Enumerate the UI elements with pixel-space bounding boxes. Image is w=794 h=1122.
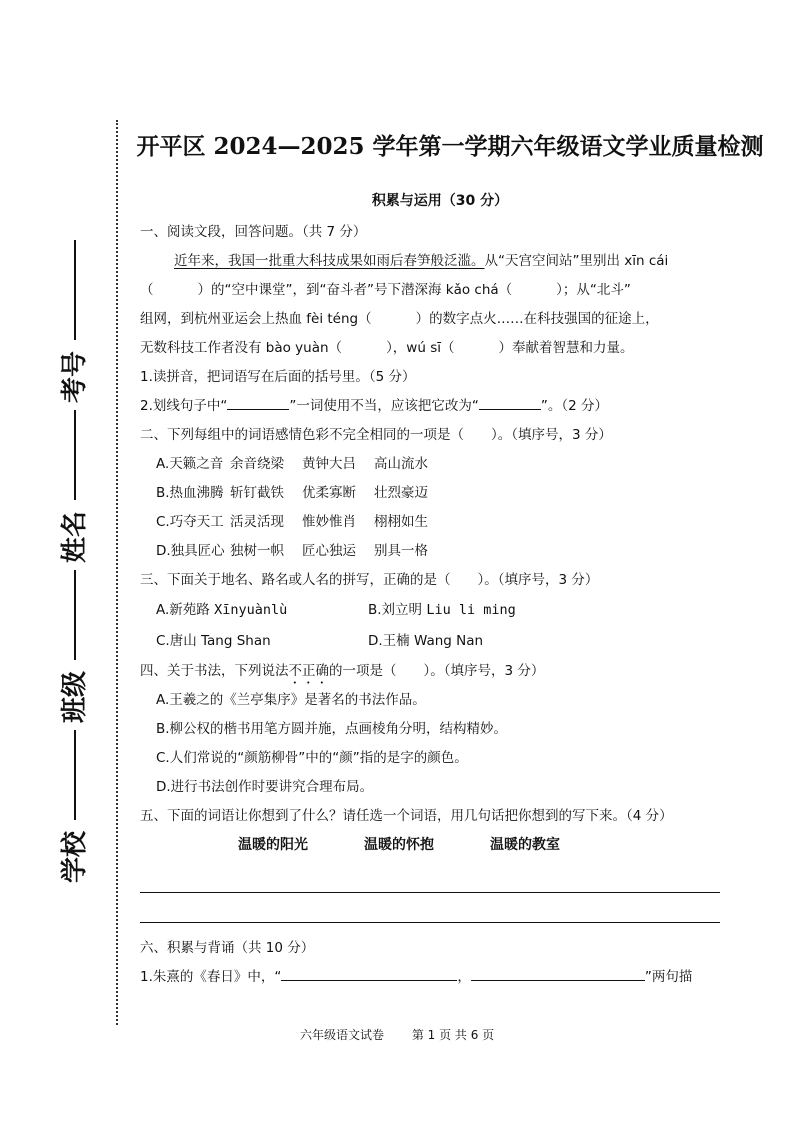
q5-word-list xyxy=(238,831,738,860)
option-word: 余音绕梁 xyxy=(230,456,284,472)
option-word: 独树一帜 xyxy=(230,543,284,559)
q6-comma: ， xyxy=(457,969,471,985)
school-field xyxy=(55,730,95,884)
q3-option-b xyxy=(368,595,516,626)
poem-blank-1[interactable] xyxy=(281,966,457,981)
poem-blank-2[interactable] xyxy=(471,966,645,981)
option-word: 别具一格 xyxy=(374,543,428,559)
q1-line-3-end: ）的数字点火……在科技强国的征途上， xyxy=(415,311,659,327)
q1-heading: 一、阅读文段，回答问题。（共 7 分） xyxy=(140,224,367,240)
q5-heading: 五、下面的词语让你想到了什么？请任选一个词语，用几句话把你想到的写下来。（4 分） xyxy=(140,808,673,824)
option-word: C.巧夺天工 xyxy=(156,514,224,530)
q1-paren-open: （ xyxy=(140,282,154,298)
option-pinyin: Liu li ming xyxy=(426,602,516,618)
name-label: 姓名 xyxy=(60,511,90,564)
option-word: 活灵活现 xyxy=(230,514,284,530)
footer-page: 第 1 页 共 6 页 xyxy=(411,1028,495,1042)
class-line xyxy=(74,570,76,660)
q2-option-d xyxy=(140,537,740,566)
option-word: 壮烈豪迈 xyxy=(374,485,428,501)
option-word: 匠心独运 xyxy=(302,543,356,559)
q4-option-b: B.柳公权的楷书用笔方圆并施，点画棱角分明，结构精妙。 xyxy=(156,721,508,737)
q1-line-2-end: ）；从“北斗” xyxy=(556,282,631,298)
q6-sub-1-text: 1.朱熹的《春日》中，“ xyxy=(140,969,282,985)
option-word: 斩钉截铁 xyxy=(230,485,284,501)
q1-line-2 xyxy=(140,276,740,305)
binding-column xyxy=(55,240,95,884)
option-label: C.唐山 xyxy=(156,633,197,649)
q5-answer-line-1[interactable] xyxy=(140,892,720,893)
q1-line-2-text: ）的“空中课堂”，到“奋斗者”号下潜深海 kǎo chá（ xyxy=(197,282,513,298)
question-content xyxy=(140,218,740,860)
footer-paper: 六年级语文试卷 xyxy=(300,1028,385,1042)
q3-options-ab xyxy=(140,595,740,626)
q5-word: 温暖的阳光 xyxy=(238,837,308,853)
answer-line-word[interactable] xyxy=(227,395,289,410)
school-label: 学校 xyxy=(60,831,90,884)
q1-underlined-sentence: 近年来，我国一批重大科技成果如雨后春笋般泛滥。 xyxy=(174,253,485,269)
q1-line-1-rest: 从“天宫空间站”里别出 xīn cái xyxy=(484,253,669,269)
q2-option-a xyxy=(140,450,740,479)
q1-line-4 xyxy=(140,334,740,363)
exam-number-line xyxy=(74,240,76,340)
option-label: B.刘立明 xyxy=(368,602,423,618)
q1-line-4-mid: ），wú sī（ xyxy=(386,340,455,356)
class-field xyxy=(55,570,95,724)
q4-option-c: C.人们常说的“颜筋柳骨”中的“颜”指的是字的颜色。 xyxy=(156,750,468,766)
option-label: D.王楠 xyxy=(368,633,410,649)
q3-option-c xyxy=(156,626,271,657)
q1-sub-2-text: 2.划线句子中“ xyxy=(140,398,228,414)
q1-line-1 xyxy=(140,247,740,276)
q4-heading xyxy=(140,657,740,686)
q5-word: 温暖的怀抱 xyxy=(364,837,434,853)
option-word: 栩栩如生 xyxy=(374,514,428,530)
name-field xyxy=(55,410,95,564)
option-word: 惟妙惟肖 xyxy=(302,514,356,530)
q4-heading-end: 的一项是（ ）。（填序号，3 分） xyxy=(329,663,545,679)
page-title: 开平区 2024—2025 学年第一学期六年级语文学业质量检测 xyxy=(136,133,764,160)
option-word: 黄钟大吕 xyxy=(302,456,356,472)
name-line xyxy=(74,410,76,500)
q1-line-4-end: ）奉献着智慧和力量。 xyxy=(498,340,634,356)
q4-emphasis: 不正确 xyxy=(288,663,329,679)
q3-option-a xyxy=(156,595,287,626)
q5-words xyxy=(140,831,740,860)
exam-number-field xyxy=(55,240,95,404)
q4-heading-text: 四、关于书法，下列说法 xyxy=(140,663,289,679)
q1-sub-2 xyxy=(140,392,740,421)
q1-line-3 xyxy=(140,305,740,334)
q1-sub-2-mid: ”一词使用不当，应该把它改为“ xyxy=(289,398,479,414)
q3-heading: 三、下面关于地名、路名或人名的拼写，正确的是（ ）。（填序号，3 分） xyxy=(140,572,599,588)
q6-sub-1-end: ”两句描 xyxy=(644,969,693,985)
q4-option-a: A.王羲之的《兰亭集序》是著名的书法作品。 xyxy=(156,692,426,708)
option-word: D.独具匠心 xyxy=(156,543,225,559)
cut-line xyxy=(116,120,118,1025)
q4-option-d: D.进行书法创作时要讲究合理布局。 xyxy=(156,779,374,795)
q1-sub-1: 1.读拼音，把词语写在后面的括号里。（5 分） xyxy=(140,369,416,385)
option-pinyin: Xīnyuànlù xyxy=(214,602,288,618)
q1-sub-2-end: ”。（2 分） xyxy=(540,398,608,414)
option-pinyin: Tang Shan xyxy=(201,633,271,649)
q2-option-b xyxy=(140,479,740,508)
q3-options-cd xyxy=(140,626,740,657)
option-word: B.热血沸腾 xyxy=(156,485,224,501)
q1-line-3-text: 组网，到杭州亚运会上热血 fèi téng（ xyxy=(140,311,372,327)
section-title: 积累与运用（30 分） xyxy=(371,193,509,209)
option-pinyin: Wang Nan xyxy=(413,633,484,649)
q3-option-d xyxy=(368,626,483,657)
option-word: 高山流水 xyxy=(374,456,428,472)
school-line xyxy=(74,730,76,820)
q5-answer-line-2[interactable] xyxy=(140,922,720,923)
q5-word: 温暖的教室 xyxy=(490,837,560,853)
q1-line-4-text: 无数科技工作者没有 bào yuàn（ xyxy=(140,340,343,356)
exam-number-label: 考号 xyxy=(60,351,90,404)
q2-option-c xyxy=(140,508,740,537)
q2-heading: 二、下列每组中的词语感情色彩不完全相同的一项是（ ）。（填序号，3 分） xyxy=(140,427,612,443)
class-label: 班级 xyxy=(60,671,90,724)
option-word: A.天籁之音 xyxy=(156,456,224,472)
q6-sub-1 xyxy=(140,963,740,992)
q6-block xyxy=(140,934,740,992)
page-footer xyxy=(300,1026,580,1043)
option-word: 优柔寡断 xyxy=(302,485,356,501)
q6-heading: 六、积累与背诵（共 10 分） xyxy=(140,940,315,956)
option-label: A.新苑路 xyxy=(156,602,210,618)
answer-line-correction[interactable] xyxy=(479,395,541,410)
